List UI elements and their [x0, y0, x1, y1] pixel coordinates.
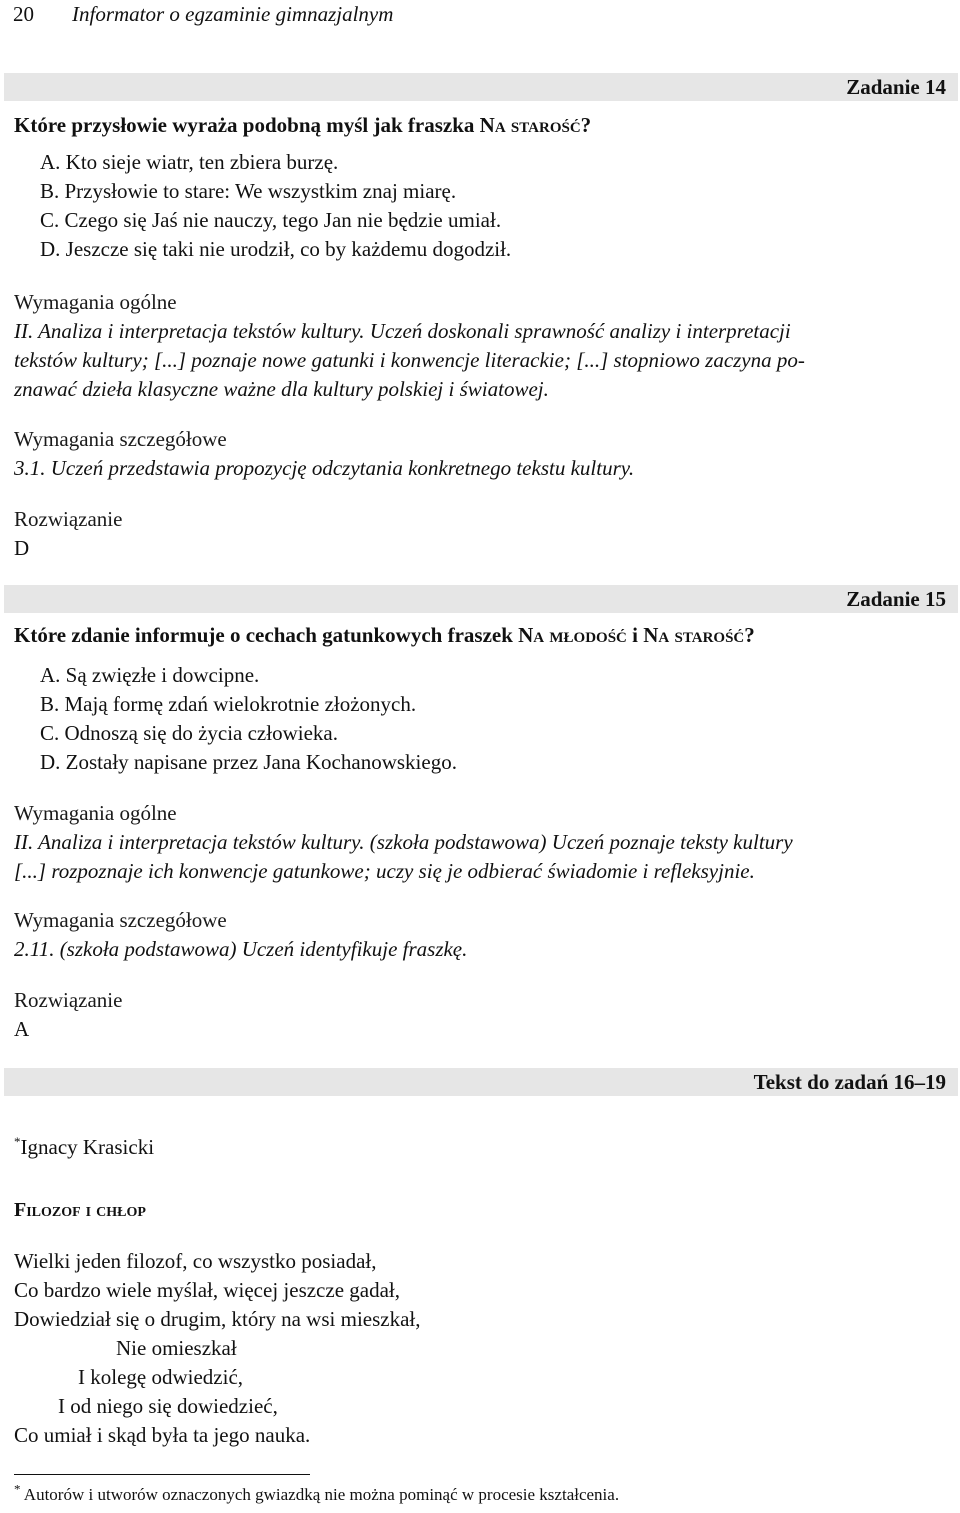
task15-option-c: C. Odnoszą się do życia człowieka.: [40, 721, 338, 745]
running-title: Informator o egzaminie gimnazjalnym: [72, 2, 394, 26]
author-name: Ignacy Krasicki: [20, 1135, 155, 1159]
poem-author: [14, 1133, 952, 1162]
task14-general-req-label: Wymagania ogólne: [14, 290, 177, 314]
task14-solution-value: D: [14, 536, 30, 560]
text16-19-label: Tekst do zadań 16–19: [753, 1070, 946, 1094]
task15-question-title-2: Na starość: [643, 623, 745, 647]
task15-solution: [14, 986, 952, 1044]
task15-detailed-req: 2.11. (szkoła podstawowa) Uczeń identyfikuje fraszkę.: [14, 937, 468, 961]
task15-question-title-1: Na młodość: [518, 623, 627, 647]
poem-line-1: Wielki jeden filozof, co wszystko posiadał,: [14, 1249, 377, 1273]
task15-question-mid: i: [626, 623, 644, 647]
task14-question-prefix: Które przysłowie wyraża podobną myśl jak fraszka: [14, 113, 480, 137]
task14-general-req-line-1: II. Analiza i interpretacja tekstów kultury. Uczeń doskonali sprawność analizy i interpretacji: [14, 319, 791, 343]
task14-option-b: B. Przysłowie to stare: We wszystkim znaj miarę.: [40, 179, 457, 203]
task15-option-b: B. Mają formę zdań wielokrotnie złożonych.: [40, 692, 417, 716]
task14-detailed-requirements: [14, 425, 952, 483]
task14-solution-label: Rozwiązanie: [14, 507, 123, 531]
task15-solution-value: A: [14, 1017, 30, 1041]
task14-label: Zadanie 14: [846, 75, 946, 99]
task14-detailed-req: 3.1. Uczeń przedstawia propozycję odczytania konkretnego tekstu kultury.: [14, 456, 635, 480]
task15-option-a: A. Są zwięzłe i dowcipne.: [40, 663, 260, 687]
task14-question-suffix: ?: [580, 113, 592, 137]
poem-title-text: Filozof i chłop: [14, 1199, 146, 1221]
task14-option-a: A. Kto sieje wiatr, ten zbiera burzę.: [40, 150, 339, 174]
author-asterisk: *: [14, 1134, 21, 1149]
page-number: 20: [13, 2, 34, 26]
task15-general-req-line-1: II. Analiza i interpretacja tekstów kultury. (szkoła podstawowa) Uczeń poznaje teksty kultury: [14, 830, 793, 854]
task14-question-title: Na starość: [479, 113, 581, 137]
task14-detailed-req-label: Wymagania szczegółowe: [14, 427, 227, 451]
footnote-rule: [14, 1474, 310, 1475]
footnote: [14, 1481, 620, 1506]
task14-general-req-line-2: tekstów kultury; [...] poznaje nowe gatunki i konwencje literackie; [...] stopniowo zaczyna po-: [14, 348, 805, 372]
poem-line-2: Co bardzo wiele myślał, więcej jeszcze gadał,: [14, 1278, 400, 1302]
poem-line-3: Dowiedział się o drugim, który na wsi mieszkał,: [14, 1307, 421, 1331]
task14-option-c: C. Czego się Jaś nie nauczy, tego Jan nie będzie umiał.: [40, 208, 502, 232]
poem-body: [14, 1247, 952, 1450]
task15-label: Zadanie 15: [846, 587, 946, 611]
task15-header-bar: [4, 585, 958, 613]
task14-solution: [14, 505, 952, 563]
poem-line-4: Nie omieszkał: [116, 1336, 237, 1360]
footnote-asterisk: *: [14, 1481, 21, 1497]
task15-detailed-requirements: [14, 906, 952, 964]
task14-general-req-line-3: znawać dzieła klasyczne ważne dla kultury polskiej i światowej.: [14, 377, 549, 401]
task15-options: [14, 661, 952, 777]
text16-19-header-bar: [4, 1068, 958, 1096]
poem-line-5: I kolegę odwiedzić,: [78, 1365, 244, 1389]
task15-question: [14, 621, 952, 650]
footnote-text: Autorów i utworów oznaczonych gwiazdką nie można pominąć w procesie kształcenia.: [20, 1485, 620, 1504]
task15-general-req-label: Wymagania ogólne: [14, 801, 177, 825]
task14-general-requirements: [14, 288, 952, 404]
task14-header-bar: [4, 73, 958, 101]
task15-general-requirements: [14, 799, 952, 886]
poem-line-7: Co umiał i skąd była ta jego nauka.: [14, 1423, 311, 1447]
task15-general-req-line-2: [...] rozpoznaje ich konwencje gatunkowe; uczy się je odbierać świadomie i refleksyjnie.: [14, 859, 755, 883]
task15-solution-label: Rozwiązanie: [14, 988, 123, 1012]
task15-question-suffix: ?: [744, 623, 755, 647]
task15-question-prefix: Które zdanie informuje o cechach gatunkowych fraszek: [14, 623, 519, 647]
task14-option-d: D. Jeszcze się taki nie urodził, co by każdemu dogodził.: [40, 237, 512, 261]
poem-line-6: I od niego się dowiedzieć,: [58, 1394, 278, 1418]
task15-option-d: D. Zostały napisane przez Jana Kochanowskiego.: [40, 750, 457, 774]
poem-title: [14, 1195, 952, 1225]
task14-question: [14, 111, 952, 140]
task15-detailed-req-label: Wymagania szczegółowe: [14, 908, 227, 932]
task14-options: [14, 148, 952, 264]
